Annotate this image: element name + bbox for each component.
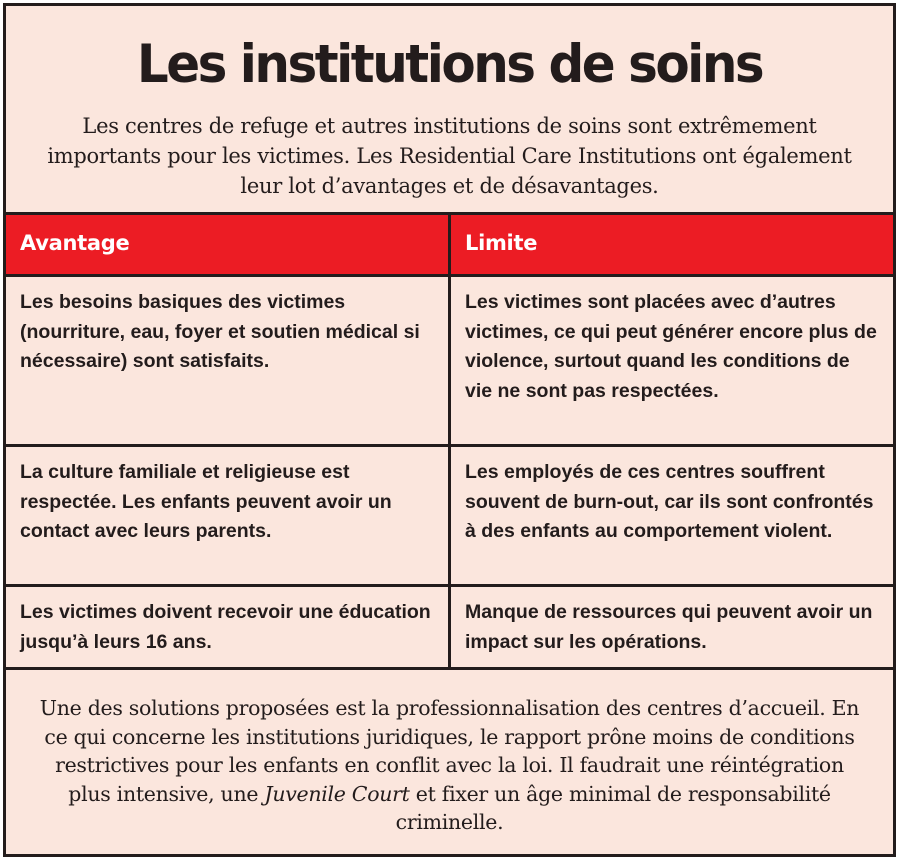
table-header-row [6,215,893,277]
conclusion-text: Une des solutions proposées est la professionnalisation des centres d’accueil. En ce qui concerne les institutions juridiques, le rapport prône moins de conditions restrictives pour les enfants en conflit avec la loi. Il faudrait une réintégration plus intensive, une [39,696,860,806]
avantage-cell: Les victimes doivent recevoir une éducation jusqu’à leurs 16 ans. [6,587,451,667]
table-row [6,587,893,670]
page-title: Les institutions de soins [136,33,763,95]
table-row [6,447,893,587]
avantage-cell: La culture familiale et religieuse est respectée. Les enfants peuvent avoir un contact avec leurs parents. [6,447,451,584]
infobox-frame [3,3,896,857]
limite-cell: Les victimes sont placées avec d’autres victimes, ce qui peut générer encore plus de violence, surtout quand les conditions de vie ne sont pas respectées. [465,291,877,402]
juvenile-court-term: Juvenile Court [264,781,410,806]
avantage-cell: Les besoins basiques des victimes (nourriture, eau, foyer et soutien médical si nécessaire) sont satisfaits. [6,277,451,444]
table-row [6,277,893,447]
column-header-avantage: Avantage [6,215,451,274]
intro-paragraph: Les centres de refuge et autres institutions de soins sont extrêmement importants pour les victimes. Les Residential Care Institutions ont également leur lot d’avantages et de désavantages. [47,114,852,198]
limite-cell: Manque de ressources qui peuvent avoir un impact sur les opérations. [465,601,873,653]
pros-cons-table [6,212,893,670]
column-header-limite: Limite [465,231,538,255]
conclusion-paragraph [36,694,863,837]
conclusion-text-end: et fixer un âge minimal de responsabilité criminelle. [395,781,831,834]
limite-cell: Les employés de ces centres souffrent souvent de burn-out, car ils sont confrontés à des enfants au comportement violent. [465,461,874,542]
